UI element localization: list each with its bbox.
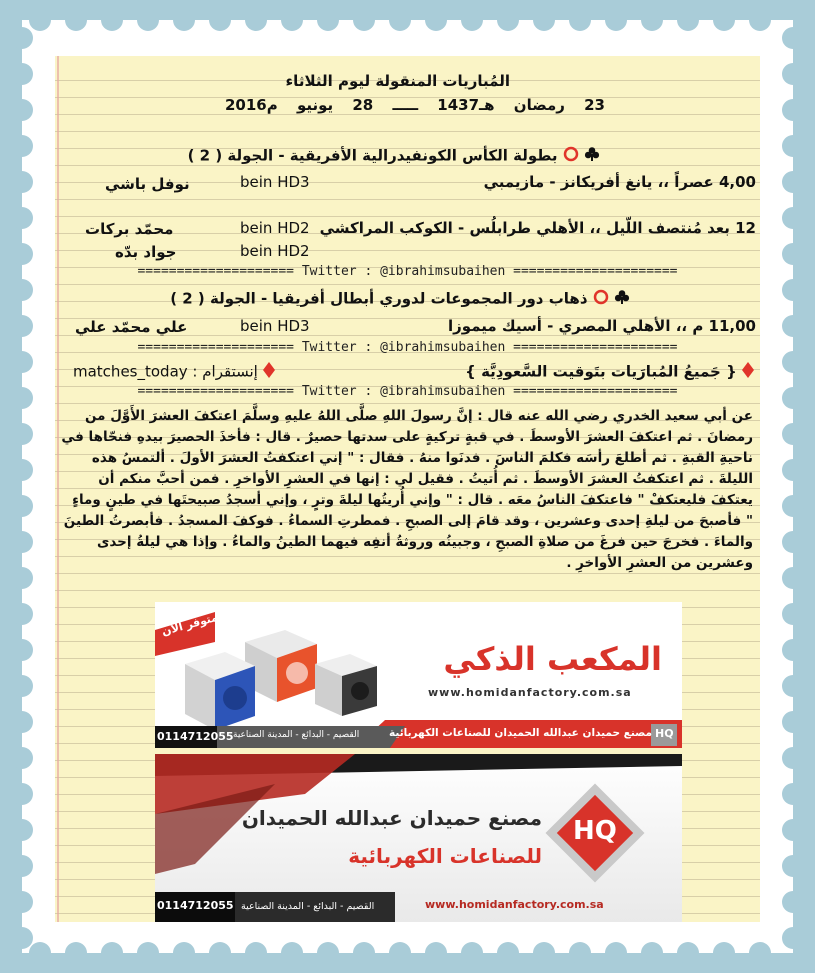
perforation-hole bbox=[11, 27, 33, 49]
perforation-hole bbox=[11, 279, 33, 301]
perforation-hole bbox=[782, 495, 804, 517]
perforation-hole bbox=[65, 942, 87, 964]
perforation-hole bbox=[11, 531, 33, 553]
ad-smart-cube[interactable] bbox=[155, 602, 682, 748]
perforation-hole bbox=[101, 942, 123, 964]
perforation-hole bbox=[389, 942, 411, 964]
match-1-commentator: نوفل باشي bbox=[105, 175, 190, 193]
match-4-channel: bein HD3 bbox=[240, 317, 310, 335]
date-year-hijri: 1437هـ bbox=[437, 96, 495, 114]
ad2-company-line2: للصناعات الكهربائية bbox=[348, 844, 542, 868]
perforation-hole bbox=[713, 942, 735, 964]
perforation-hole bbox=[782, 747, 804, 769]
perforation-hole bbox=[782, 675, 804, 697]
ad1-badge: متوفر الآن bbox=[160, 610, 220, 639]
ad2-company-line1: مصنع حميدان عبدالله الحميدان bbox=[241, 806, 542, 830]
match-1-time: 4,00 عصراً bbox=[674, 173, 756, 191]
perforation-hole bbox=[641, 942, 663, 964]
match-4-commentator: علي محمّد علي bbox=[75, 318, 188, 336]
perforation-hole bbox=[641, 9, 663, 31]
perforation-hole bbox=[11, 495, 33, 517]
perforation-hole bbox=[677, 9, 699, 31]
timing-note bbox=[465, 362, 754, 382]
ad2-phone[interactable]: 0114712055 bbox=[157, 899, 234, 912]
perforation-hole bbox=[533, 942, 555, 964]
ad1-phone[interactable]: 0114712055 bbox=[157, 730, 234, 743]
ad-factory[interactable] bbox=[155, 754, 682, 922]
section1-title: بطولة الكأس الكونفيدرالية الأفريقية - الجولة ( 2 ) bbox=[187, 146, 558, 165]
perforation-hole bbox=[173, 9, 195, 31]
perforation-hole bbox=[782, 855, 804, 877]
perforation-hole bbox=[569, 942, 591, 964]
ad2-logo: HQ bbox=[573, 816, 617, 846]
perforation-hole bbox=[782, 603, 804, 625]
perforation-hole bbox=[782, 531, 804, 553]
perforation-hole bbox=[65, 9, 87, 31]
perforation-hole bbox=[11, 351, 33, 373]
hadith-paragraph: عن أبي سعيد الخدري رضي الله عنه قال : إنَّ رسولَ اللهِ صلَّى اللهُ عليهِ وسلَّمَ اعتكفَ العشرَ الأَوَّلَ من رمضانَ . ثم اعتكفَ العشرَ الأوسطَ . في قبةٍ تركيةٍ على سدتها حصيرٌ . قال : فأخذَ الحصيرَ بيدهِ فنحّاها في ناحيةِ القبةِ . ثم أطلعَ رأسَه فكلمَ الناسَ . فدنَوا منهُ . فقال : " إني اعتكفتُ العشرَ الأولَ . ألتمسُ هذه الليلةَ . ثم اعتكفتُ العشرَ الأوسطَ . ثم أُتيتُ . فقيل لي : إنها في العشرِ الأواخرِ . فمن أحبَّ منكم أن يعتكفَ فليعتكفْ " فاعتكفَ الناسُ معَه . قال : " وإني أُريتُها ليلةَ وترٍ ، وإني أسجدُ صبيحتَها في طينٍ وماءٍ " فأصبحَ من ليلةِ إحدى وعشرين ، وقد قامَ إلى الصبحِ . فمطرتِ السماءُ . فوكفَ المسجدُ . فأبصرتُ الطينَ والماءَ . فخرجَ حين فرغَ من صلاةِ الصبحِ ، وجبينُه وروثةُ أنفِه فيهما الطينُ والماءُ . وإذا هي ليلةُ إحدى وعشرين من العشرِ الأواخرِ . bbox=[61, 408, 753, 571]
perforation-hole bbox=[11, 927, 33, 949]
perforation-hole bbox=[281, 942, 303, 964]
perforation-hole bbox=[11, 567, 33, 589]
ad1-url[interactable]: www.homidanfactory.com.sa bbox=[428, 686, 632, 699]
perforation-hole bbox=[353, 9, 375, 31]
perforation-hole bbox=[11, 855, 33, 877]
perforation-hole bbox=[173, 942, 195, 964]
perforation-hole bbox=[782, 567, 804, 589]
ring-icon bbox=[563, 146, 579, 166]
match-1-channel: bein HD3 bbox=[240, 173, 310, 191]
match-4-teams: ،، الأهلي المصري - أسيك ميموزا bbox=[448, 317, 688, 335]
perforation-hole bbox=[497, 942, 519, 964]
twitter-separator: ==================== Twitter : @ibrahimsubaihen ===================== bbox=[137, 340, 678, 355]
perforation-hole bbox=[461, 942, 483, 964]
match-4-time-teams bbox=[448, 317, 756, 335]
perforation-hole bbox=[782, 315, 804, 337]
perforation-hole bbox=[749, 942, 771, 964]
perforation-hole bbox=[782, 819, 804, 841]
perforation-hole bbox=[11, 423, 33, 445]
perforation-hole bbox=[425, 942, 447, 964]
diamond-icon bbox=[263, 362, 275, 382]
date-num2: 28 bbox=[352, 96, 374, 114]
perforation-hole bbox=[281, 9, 303, 31]
date-sep: ـــــ bbox=[392, 96, 419, 114]
perforation-hole bbox=[11, 63, 33, 85]
match-2-commentator: محمّد بركات bbox=[85, 220, 174, 238]
perforation-hole bbox=[11, 135, 33, 157]
date-line bbox=[225, 96, 605, 114]
ring-icon bbox=[593, 289, 609, 309]
perforation-hole bbox=[782, 351, 804, 373]
perforation-hole bbox=[461, 9, 483, 31]
perforation-hole bbox=[389, 9, 411, 31]
perforation-hole bbox=[605, 9, 627, 31]
club-icon bbox=[584, 146, 600, 166]
perforation-hole bbox=[782, 135, 804, 157]
perforation-hole bbox=[425, 9, 447, 31]
perforation-hole bbox=[677, 942, 699, 964]
ad2-url[interactable]: www.homidanfactory.com.sa bbox=[425, 898, 604, 911]
perforation-hole bbox=[317, 9, 339, 31]
ad1-logo: HQ bbox=[655, 727, 674, 740]
perforation-hole bbox=[782, 63, 804, 85]
perforation-hole bbox=[137, 9, 159, 31]
ad1-headline: المكعب الذكي bbox=[443, 640, 662, 678]
perforation-hole bbox=[29, 942, 51, 964]
perforation-hole bbox=[29, 9, 51, 31]
perforation-hole bbox=[245, 9, 267, 31]
perforation-hole bbox=[11, 171, 33, 193]
perforation-hole bbox=[11, 819, 33, 841]
date-num: 23 bbox=[584, 96, 605, 114]
date-month-hijri: رمضان bbox=[513, 96, 565, 114]
match-1-teams: ،، يانغ أفريكانز - مازيمبي bbox=[483, 173, 670, 191]
perforation-hole bbox=[782, 27, 804, 49]
perforation-hole bbox=[209, 942, 231, 964]
perforation-hole bbox=[782, 927, 804, 949]
perforation-hole bbox=[713, 9, 735, 31]
twitter-separator: ==================== Twitter : @ibrahimsubaihen ===================== bbox=[137, 264, 678, 279]
section2-heading bbox=[170, 289, 630, 309]
perforation-hole bbox=[11, 459, 33, 481]
match-1-time-teams bbox=[484, 173, 756, 191]
perforation-hole bbox=[782, 243, 804, 265]
club-icon bbox=[614, 289, 630, 309]
perforation-hole bbox=[782, 423, 804, 445]
ad2-location: القصيم - البدائع - المدينة الصناعية bbox=[241, 901, 375, 912]
match-3-channel: bein HD2 bbox=[240, 242, 310, 260]
perforation-hole bbox=[11, 603, 33, 625]
timing-note-text: { جَميعُ المُبارَيات بتَوقيت السَّعودِيَّة } bbox=[465, 362, 737, 381]
diamond-icon bbox=[742, 362, 754, 382]
perforation-hole bbox=[137, 942, 159, 964]
perforation-hole bbox=[749, 9, 771, 31]
perforation-hole bbox=[782, 459, 804, 481]
perforation-hole bbox=[782, 171, 804, 193]
perforation-hole bbox=[11, 207, 33, 229]
perforation-hole bbox=[317, 942, 339, 964]
perforation-hole bbox=[11, 711, 33, 733]
perforation-hole bbox=[245, 942, 267, 964]
perforation-hole bbox=[497, 9, 519, 31]
perforation-hole bbox=[11, 675, 33, 697]
page-title: المُباريات المنقولة ليوم الثلاثاء bbox=[285, 72, 510, 90]
perforation-hole bbox=[11, 783, 33, 805]
notebook-paper bbox=[55, 56, 760, 922]
ad1-company: مصنع حميدان عبدالله الحميدان للصناعات الكهربائية bbox=[389, 727, 652, 739]
instagram-label: إنستقرام : bbox=[192, 362, 258, 381]
perforation-hole bbox=[782, 387, 804, 409]
perforation-hole bbox=[782, 783, 804, 805]
perforation-hole bbox=[782, 279, 804, 301]
perforation-hole bbox=[569, 9, 591, 31]
match-3-commentator: جواد بدّه bbox=[115, 243, 177, 261]
perforation-hole bbox=[11, 639, 33, 661]
perforation-hole bbox=[11, 747, 33, 769]
match-4-time: 11,00 م bbox=[692, 317, 756, 335]
perforation-hole bbox=[11, 315, 33, 337]
match-2-time: 12 بعد مُنتصف اللّيل bbox=[606, 219, 756, 237]
section2-title: ذهاب دور المجموعات لدوري أبطال أفريقيا - الجولة ( 2 ) bbox=[170, 289, 588, 308]
perforation-hole bbox=[782, 891, 804, 913]
section1-heading bbox=[188, 146, 600, 166]
perforation-hole bbox=[782, 711, 804, 733]
match-2-channel: bein HD2 bbox=[240, 219, 310, 237]
margin-line bbox=[57, 56, 59, 922]
perforation-hole bbox=[11, 99, 33, 121]
match-2-teams: ،، الأهلي طرابلُس - الكوكب المراكشي bbox=[319, 219, 601, 237]
instagram-handle[interactable]: matches_today bbox=[73, 362, 188, 381]
perforation-hole bbox=[101, 9, 123, 31]
ad1-location: القصيم - البدائع - المدينة الصناعية bbox=[233, 730, 360, 740]
date-month: يونيو bbox=[296, 96, 334, 114]
perforation-hole bbox=[11, 243, 33, 265]
date-year: 2016م bbox=[225, 96, 278, 114]
perforation-hole bbox=[782, 99, 804, 121]
instagram bbox=[73, 362, 275, 382]
twitter-separator: ==================== Twitter : @ibrahimsubaihen ===================== bbox=[137, 384, 678, 399]
perforation-hole bbox=[209, 9, 231, 31]
perforation-hole bbox=[782, 207, 804, 229]
perforation-hole bbox=[353, 942, 375, 964]
perforation-hole bbox=[605, 942, 627, 964]
perforation-hole bbox=[11, 891, 33, 913]
perforation-hole bbox=[533, 9, 555, 31]
match-2-time-teams bbox=[320, 219, 756, 237]
perforation-hole bbox=[11, 387, 33, 409]
perforation-hole bbox=[782, 639, 804, 661]
